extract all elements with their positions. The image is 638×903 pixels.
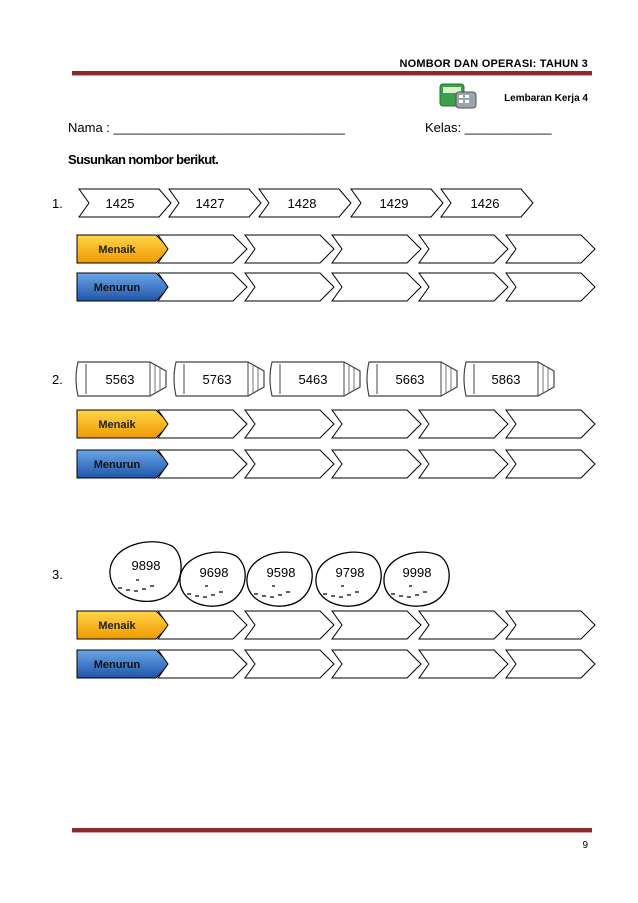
- q3-descending-row: [77, 650, 595, 678]
- class-field-label: Kelas: ____________: [425, 120, 552, 135]
- q1-value-4: 1429: [379, 196, 409, 211]
- q3-ascending-row: [77, 611, 595, 639]
- instruction-text: Susunkan nombor berikut.: [68, 152, 219, 167]
- q2-value-1: 5563: [105, 372, 135, 387]
- q3-ascending-blanks: [158, 611, 595, 639]
- q1-ascending-row: [77, 235, 595, 263]
- q2-value-3: 5463: [298, 372, 328, 387]
- question-number-1: 1.: [52, 196, 63, 211]
- q1-value-3: 1428: [287, 196, 317, 211]
- descending-label: Menurun: [93, 282, 141, 294]
- q3-value-4: 9798: [335, 565, 365, 580]
- q2-ascending-row: [77, 410, 595, 438]
- q1-value-5: 1426: [470, 196, 500, 211]
- footer-rule: [72, 828, 592, 833]
- question-number-3: 3.: [52, 567, 63, 582]
- descending-label: Menurun: [93, 459, 141, 471]
- q2-value-2: 5763: [202, 372, 232, 387]
- q2-descending-row: [77, 450, 595, 478]
- question-number-2: 2.: [52, 372, 63, 387]
- q1-value-2: 1427: [195, 196, 225, 211]
- q3-value-3: 9598: [266, 565, 296, 580]
- q1-descending-blanks: [158, 273, 595, 301]
- ascending-label: Menaik: [98, 419, 136, 431]
- q3-value-1: 9898: [131, 558, 161, 573]
- q2-value-5: 5863: [491, 372, 521, 387]
- q1-value-1: 1425: [105, 196, 135, 211]
- ascending-label: Menaik: [98, 244, 136, 256]
- ascending-label: Menaik: [98, 620, 136, 632]
- header-title: NOMBOR DAN OPERASI: TAHUN 3: [399, 58, 588, 70]
- worksheet-label: Lembaran Kerja 4: [504, 93, 588, 104]
- q2-value-4: 5663: [395, 372, 425, 387]
- q3-value-5: 9998: [402, 565, 432, 580]
- q2-ascending-blanks: [158, 410, 595, 438]
- q3-descending-blanks: [158, 650, 595, 678]
- name-field-label: Nama : ________________________________: [68, 120, 345, 135]
- q1-descending-row: [77, 273, 595, 301]
- q3-value-2: 9698: [199, 565, 229, 580]
- q1-ascending-blanks: [158, 235, 595, 263]
- page-number: 9: [582, 840, 588, 851]
- descending-label: Menurun: [93, 659, 141, 671]
- q2-descending-blanks: [158, 450, 595, 478]
